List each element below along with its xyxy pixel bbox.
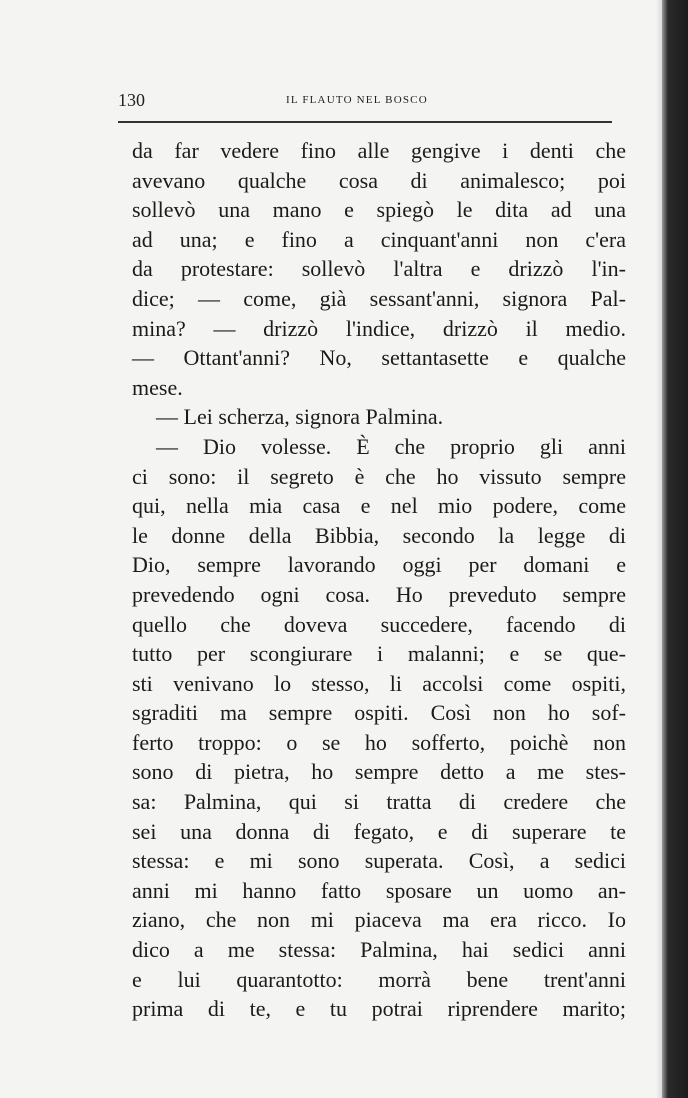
text-line: da protestare: sollevò l'altra e drizzò l'in- (132, 256, 626, 282)
text-line: e lui quarantotto: morrà bene trent'anni (132, 966, 626, 992)
header-rule (118, 121, 612, 123)
text-line: quello che doveva succedere, facendo di (132, 611, 626, 637)
text-line: — Ottant'anni? No, settantasette e qualche (132, 345, 626, 371)
text-line: dice; — come, già sessant'anni, signora Pal- (132, 285, 626, 311)
text-line: anni mi hanno fatto sposare un uomo an- (132, 877, 626, 903)
text-line: prima di te, e tu potrai riprendere marito; (132, 996, 626, 1022)
text-line: da far vedere fino alle gengive i denti che (132, 138, 626, 163)
text-line: sa: Palmina, qui si tratta di credere che (132, 789, 626, 815)
running-title: IL FLAUTO NEL BOSCO (286, 94, 428, 106)
text-line: ziano, che non mi piaceva ma era ricco. Io (132, 907, 626, 933)
text-line: — Dio volesse. È che proprio gli anni (156, 433, 626, 459)
text-line: Dio, sempre lavorando oggi per domani e (132, 552, 626, 578)
text-line: mina? — drizzò l'indice, drizzò il medio. (132, 315, 626, 341)
text-line: — Lei scherza, signora Palmina. (156, 404, 444, 430)
text-line: sollevò una mano e spiegò le dita ad una (132, 197, 626, 223)
text-line: stessa: e mi sono superata. Così, a sedici (132, 848, 626, 874)
text-line: dico a me stessa: Palmina, hai sedici anni (132, 937, 626, 963)
text-line: ad una; e fino a cinquant'anni non c'era (132, 226, 626, 252)
text-line: sei una donna di fegato, e di superare te (132, 818, 626, 844)
page-header (118, 88, 612, 112)
page-number: 130 (118, 90, 145, 110)
text-line: tutto per scongiurare i malanni; e se que- (132, 641, 626, 667)
book-spine-shadow (662, 0, 688, 1098)
body-text (132, 136, 626, 1024)
text-line: qui, nella mia casa e nel mio podere, come (132, 493, 626, 519)
text-line: ferto troppo: o se ho sofferto, poichè non (132, 729, 626, 755)
text-line: mese. (132, 374, 183, 400)
text-line: ci sono: il segreto è che ho vissuto sempre (132, 463, 626, 489)
text-line: sono di pietra, ho sempre detto a me stes- (132, 759, 626, 785)
text-line: le donne della Bibbia, secondo la legge di (132, 522, 626, 548)
text-line: sti venivano lo stesso, li accolsi come ospiti, (132, 670, 626, 696)
text-line: avevano qualche cosa di animalesco; poi (132, 167, 626, 193)
text-line: prevedendo ogni cosa. Ho preveduto sempre (132, 581, 626, 607)
text-line: sgraditi ma sempre ospiti. Così non ho sof- (132, 700, 626, 726)
